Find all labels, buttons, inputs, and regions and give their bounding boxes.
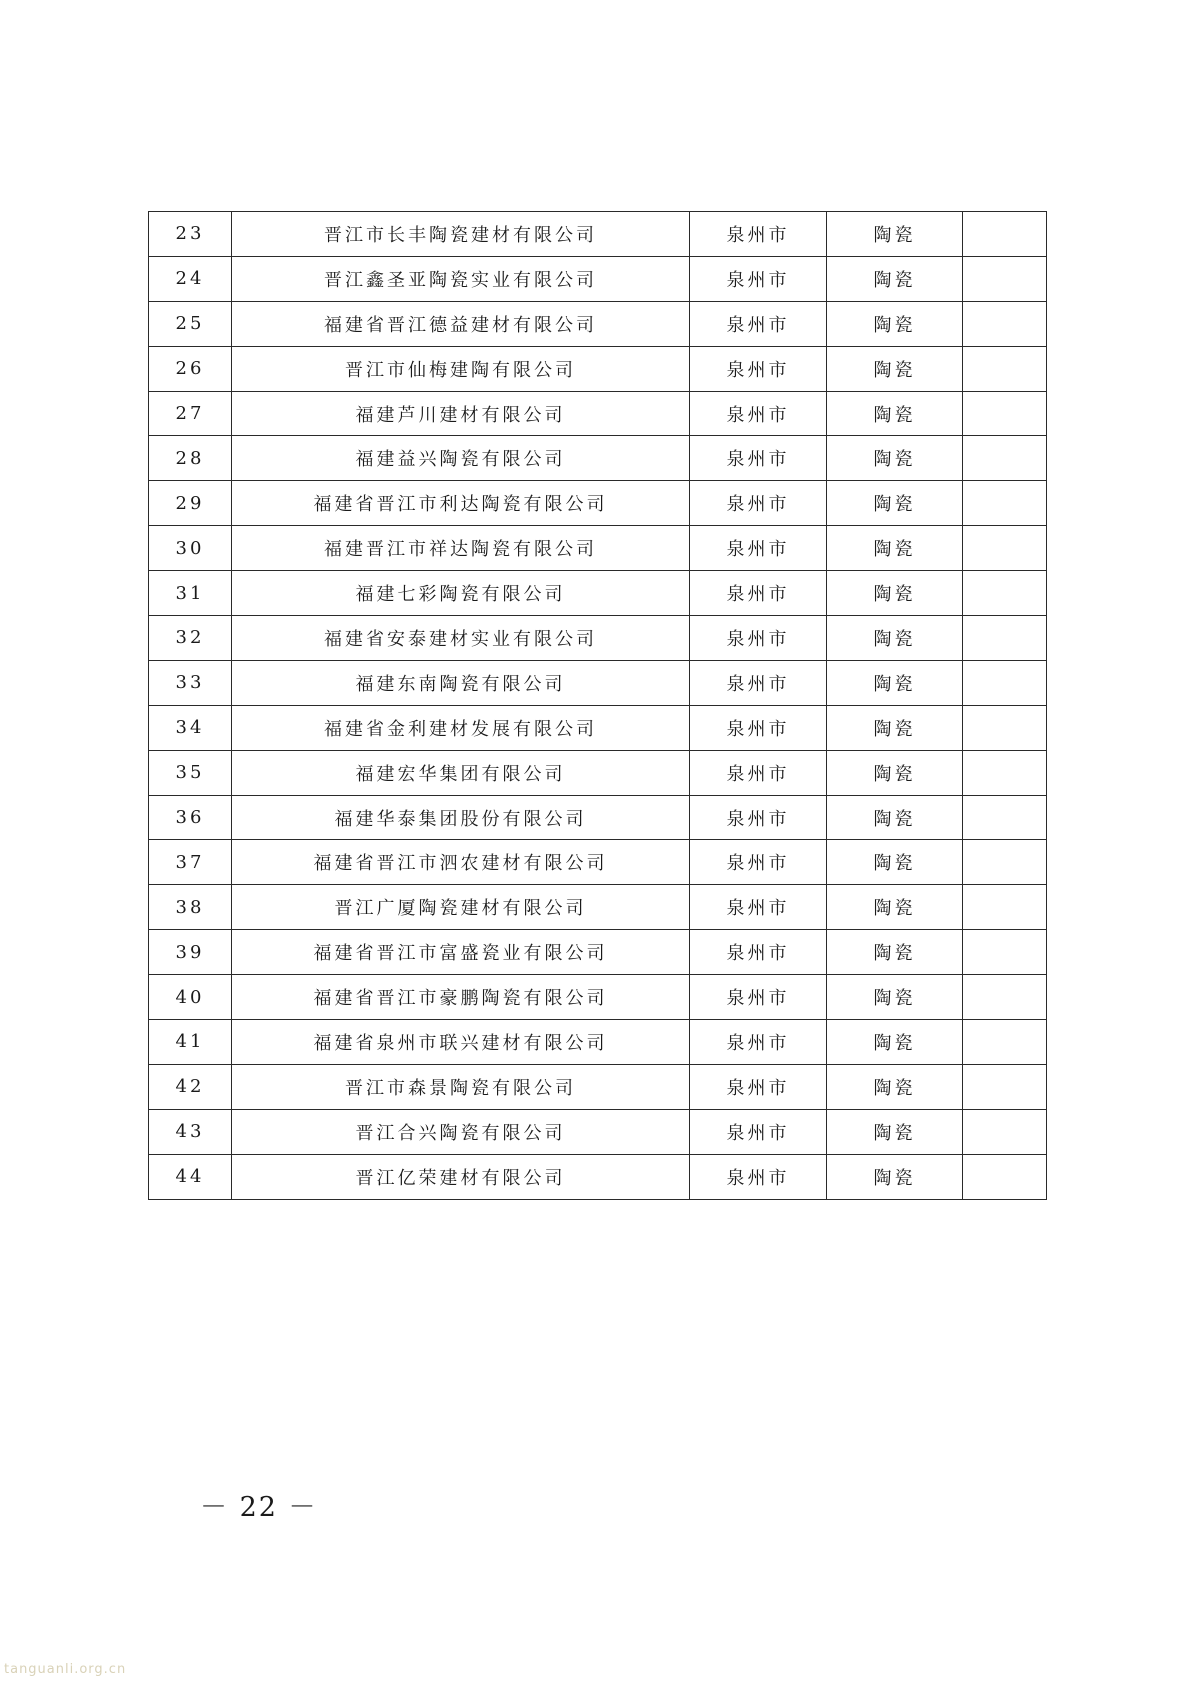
company-name-cell: 晋江市森景陶瓷有限公司 bbox=[232, 1064, 690, 1109]
row-number-cell: 39 bbox=[149, 930, 232, 975]
company-name-cell: 福建益兴陶瓷有限公司 bbox=[232, 436, 690, 481]
row-number-cell: 24 bbox=[149, 256, 232, 301]
table-row bbox=[149, 481, 1047, 526]
note-cell bbox=[963, 1064, 1047, 1109]
page-number: － 22 － bbox=[200, 1492, 318, 1523]
industry-cell: 陶瓷 bbox=[827, 885, 963, 930]
row-number-cell: 43 bbox=[149, 1109, 232, 1154]
note-cell bbox=[963, 212, 1047, 257]
company-name-cell: 福建省晋江市富盛瓷业有限公司 bbox=[232, 930, 690, 975]
industry-cell: 陶瓷 bbox=[827, 930, 963, 975]
industry-cell: 陶瓷 bbox=[827, 346, 963, 391]
row-number-cell: 25 bbox=[149, 301, 232, 346]
city-cell: 泉州市 bbox=[690, 481, 827, 526]
company-name-cell: 福建省金利建材发展有限公司 bbox=[232, 705, 690, 750]
company-name-cell: 晋江亿荣建材有限公司 bbox=[232, 1154, 690, 1199]
note-cell bbox=[963, 660, 1047, 705]
city-cell: 泉州市 bbox=[690, 795, 827, 840]
city-cell: 泉州市 bbox=[690, 212, 827, 257]
company-name-cell: 晋江市仙梅建陶有限公司 bbox=[232, 346, 690, 391]
table-row bbox=[149, 212, 1047, 257]
table-row bbox=[149, 1109, 1047, 1154]
row-number-cell: 34 bbox=[149, 705, 232, 750]
row-number-cell: 36 bbox=[149, 795, 232, 840]
company-name-cell: 福建省晋江市豪鹏陶瓷有限公司 bbox=[232, 975, 690, 1020]
city-cell: 泉州市 bbox=[690, 1109, 827, 1154]
note-cell bbox=[963, 301, 1047, 346]
industry-cell: 陶瓷 bbox=[827, 1109, 963, 1154]
industry-cell: 陶瓷 bbox=[827, 616, 963, 661]
note-cell bbox=[963, 616, 1047, 661]
note-cell bbox=[963, 930, 1047, 975]
table-row bbox=[149, 616, 1047, 661]
industry-cell: 陶瓷 bbox=[827, 1154, 963, 1199]
industry-cell: 陶瓷 bbox=[827, 840, 963, 885]
company-name-cell: 晋江市长丰陶瓷建材有限公司 bbox=[232, 212, 690, 257]
note-cell bbox=[963, 705, 1047, 750]
company-name-cell: 福建东南陶瓷有限公司 bbox=[232, 660, 690, 705]
city-cell: 泉州市 bbox=[690, 346, 827, 391]
industry-cell: 陶瓷 bbox=[827, 212, 963, 257]
note-cell bbox=[963, 1109, 1047, 1154]
city-cell: 泉州市 bbox=[690, 526, 827, 571]
company-name-cell: 晋江广厦陶瓷建材有限公司 bbox=[232, 885, 690, 930]
city-cell: 泉州市 bbox=[690, 930, 827, 975]
note-cell bbox=[963, 481, 1047, 526]
note-cell bbox=[963, 526, 1047, 571]
industry-cell: 陶瓷 bbox=[827, 256, 963, 301]
city-cell: 泉州市 bbox=[690, 301, 827, 346]
row-number-cell: 44 bbox=[149, 1154, 232, 1199]
industry-cell: 陶瓷 bbox=[827, 750, 963, 795]
city-cell: 泉州市 bbox=[690, 1064, 827, 1109]
row-number-cell: 30 bbox=[149, 526, 232, 571]
industry-cell: 陶瓷 bbox=[827, 436, 963, 481]
table-row bbox=[149, 660, 1047, 705]
note-cell bbox=[963, 391, 1047, 436]
row-number-cell: 26 bbox=[149, 346, 232, 391]
note-cell bbox=[963, 885, 1047, 930]
company-name-cell: 晋江合兴陶瓷有限公司 bbox=[232, 1109, 690, 1154]
table-row bbox=[149, 301, 1047, 346]
note-cell bbox=[963, 571, 1047, 616]
enterprise-table-body bbox=[149, 212, 1047, 1200]
company-name-cell: 晋江鑫圣亚陶瓷实业有限公司 bbox=[232, 256, 690, 301]
row-number-cell: 38 bbox=[149, 885, 232, 930]
city-cell: 泉州市 bbox=[690, 436, 827, 481]
industry-cell: 陶瓷 bbox=[827, 571, 963, 616]
table-row bbox=[149, 346, 1047, 391]
city-cell: 泉州市 bbox=[690, 660, 827, 705]
industry-cell: 陶瓷 bbox=[827, 975, 963, 1020]
table-row bbox=[149, 930, 1047, 975]
note-cell bbox=[963, 1020, 1047, 1065]
city-cell: 泉州市 bbox=[690, 616, 827, 661]
note-cell bbox=[963, 436, 1047, 481]
table-row bbox=[149, 795, 1047, 840]
industry-cell: 陶瓷 bbox=[827, 1020, 963, 1065]
company-name-cell: 福建芦川建材有限公司 bbox=[232, 391, 690, 436]
city-cell: 泉州市 bbox=[690, 840, 827, 885]
industry-cell: 陶瓷 bbox=[827, 660, 963, 705]
city-cell: 泉州市 bbox=[690, 391, 827, 436]
city-cell: 泉州市 bbox=[690, 975, 827, 1020]
row-number-cell: 35 bbox=[149, 750, 232, 795]
company-name-cell: 福建省泉州市联兴建材有限公司 bbox=[232, 1020, 690, 1065]
note-cell bbox=[963, 975, 1047, 1020]
industry-cell: 陶瓷 bbox=[827, 391, 963, 436]
note-cell bbox=[963, 1154, 1047, 1199]
city-cell: 泉州市 bbox=[690, 571, 827, 616]
row-number-cell: 40 bbox=[149, 975, 232, 1020]
row-number-cell: 27 bbox=[149, 391, 232, 436]
row-number-cell: 42 bbox=[149, 1064, 232, 1109]
table-row bbox=[149, 526, 1047, 571]
company-name-cell: 福建七彩陶瓷有限公司 bbox=[232, 571, 690, 616]
row-number-cell: 29 bbox=[149, 481, 232, 526]
table-row bbox=[149, 975, 1047, 1020]
table-row bbox=[149, 750, 1047, 795]
industry-cell: 陶瓷 bbox=[827, 481, 963, 526]
city-cell: 泉州市 bbox=[690, 1154, 827, 1199]
note-cell bbox=[963, 256, 1047, 301]
table-row bbox=[149, 840, 1047, 885]
table-row bbox=[149, 571, 1047, 616]
table-row bbox=[149, 436, 1047, 481]
industry-cell: 陶瓷 bbox=[827, 705, 963, 750]
row-number-cell: 37 bbox=[149, 840, 232, 885]
table-row bbox=[149, 885, 1047, 930]
industry-cell: 陶瓷 bbox=[827, 526, 963, 571]
note-cell bbox=[963, 346, 1047, 391]
table-row bbox=[149, 705, 1047, 750]
city-cell: 泉州市 bbox=[690, 750, 827, 795]
industry-cell: 陶瓷 bbox=[827, 795, 963, 840]
company-name-cell: 福建晋江市祥达陶瓷有限公司 bbox=[232, 526, 690, 571]
city-cell: 泉州市 bbox=[690, 885, 827, 930]
watermark-text: tanguanli.org.cn bbox=[4, 1662, 127, 1677]
table-row bbox=[149, 1064, 1047, 1109]
company-name-cell: 福建省晋江市利达陶瓷有限公司 bbox=[232, 481, 690, 526]
company-name-cell: 福建省晋江德益建材有限公司 bbox=[232, 301, 690, 346]
row-number-cell: 28 bbox=[149, 436, 232, 481]
row-number-cell: 33 bbox=[149, 660, 232, 705]
company-name-cell: 福建省晋江市泗农建材有限公司 bbox=[232, 840, 690, 885]
table-row bbox=[149, 1020, 1047, 1065]
row-number-cell: 23 bbox=[149, 212, 232, 257]
note-cell bbox=[963, 750, 1047, 795]
row-number-cell: 32 bbox=[149, 616, 232, 661]
table-row bbox=[149, 256, 1047, 301]
row-number-cell: 41 bbox=[149, 1020, 232, 1065]
city-cell: 泉州市 bbox=[690, 1020, 827, 1065]
company-name-cell: 福建宏华集团有限公司 bbox=[232, 750, 690, 795]
company-name-cell: 福建华泰集团股份有限公司 bbox=[232, 795, 690, 840]
table-row bbox=[149, 391, 1047, 436]
table-row bbox=[149, 1154, 1047, 1199]
city-cell: 泉州市 bbox=[690, 705, 827, 750]
row-number-cell: 31 bbox=[149, 571, 232, 616]
enterprise-table bbox=[148, 211, 1047, 1200]
note-cell bbox=[963, 795, 1047, 840]
company-name-cell: 福建省安泰建材实业有限公司 bbox=[232, 616, 690, 661]
note-cell bbox=[963, 840, 1047, 885]
city-cell: 泉州市 bbox=[690, 256, 827, 301]
industry-cell: 陶瓷 bbox=[827, 1064, 963, 1109]
industry-cell: 陶瓷 bbox=[827, 301, 963, 346]
